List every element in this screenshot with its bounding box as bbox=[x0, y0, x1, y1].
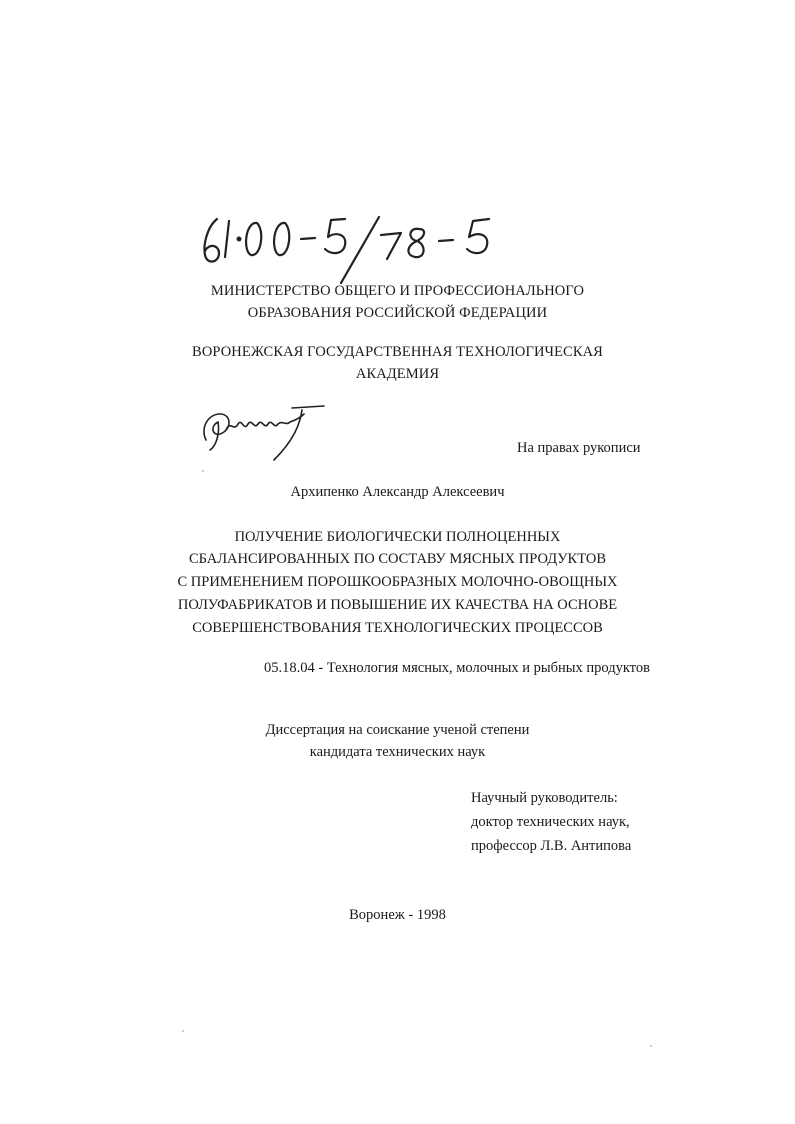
ministry-line-2: ОБРАЗОВАНИЯ РОССИЙСКОЙ ФЕДЕРАЦИИ bbox=[247, 305, 548, 321]
title-line-3: С ПРИМЕНЕНИЕМ ПОРОШКООБРАЗНЫХ МОЛОЧНО-ОВОЩНЫХ bbox=[177, 574, 618, 590]
manuscript-rights-note: На правах рукописи bbox=[517, 440, 641, 456]
supervisor-label: Научный руководитель: bbox=[471, 790, 618, 806]
degree-line-2: кандидата технических наук bbox=[309, 744, 486, 760]
academy-line-1: ВОРОНЕЖСКАЯ ГОСУДАРСТВЕННАЯ ТЕХНОЛОГИЧЕСКАЯ bbox=[192, 344, 603, 360]
academy-line-2: АКАДЕМИЯ bbox=[355, 366, 440, 382]
title-line-2: СБАЛАНСИРОВАННЫХ ПО СОСТАВУ МЯСНЫХ ПРОДУКТОВ bbox=[188, 551, 607, 567]
scan-speck bbox=[202, 470, 204, 472]
city-year: Воронеж - 1998 bbox=[349, 907, 446, 923]
scan-speck bbox=[650, 1045, 652, 1047]
handwritten-archive-code bbox=[195, 205, 515, 285]
title-line-5: СОВЕРШЕНСТВОВАНИЯ ТЕХНОЛОГИЧЕСКИХ ПРОЦЕССОВ bbox=[192, 620, 603, 636]
title-line-1: ПОЛУЧЕНИЕ БИОЛОГИЧЕСКИ ПОЛНОЦЕННЫХ bbox=[234, 529, 561, 545]
supervisor-name: профессор Л.В. Антипова bbox=[471, 838, 632, 854]
specialty-code: 05.18.04 - Технология мясных, молочных и рыбных продуктов bbox=[264, 660, 650, 676]
scan-speck bbox=[182, 1030, 184, 1032]
author-signature bbox=[198, 400, 333, 465]
degree-line-1: Диссертация на соискание ученой степени bbox=[265, 722, 530, 738]
author-name: Архипенко Александр Алексеевич bbox=[290, 484, 505, 500]
title-line-4: ПОЛУФАБРИКАТОВ И ПОВЫШЕНИЕ ИХ КАЧЕСТВА НА ОСНОВЕ bbox=[177, 597, 618, 613]
ministry-line-1: МИНИСТЕРСТВО ОБЩЕГО И ПРОФЕССИОНАЛЬНОГО bbox=[210, 283, 585, 299]
supervisor-degree: доктор технических наук, bbox=[471, 814, 630, 830]
